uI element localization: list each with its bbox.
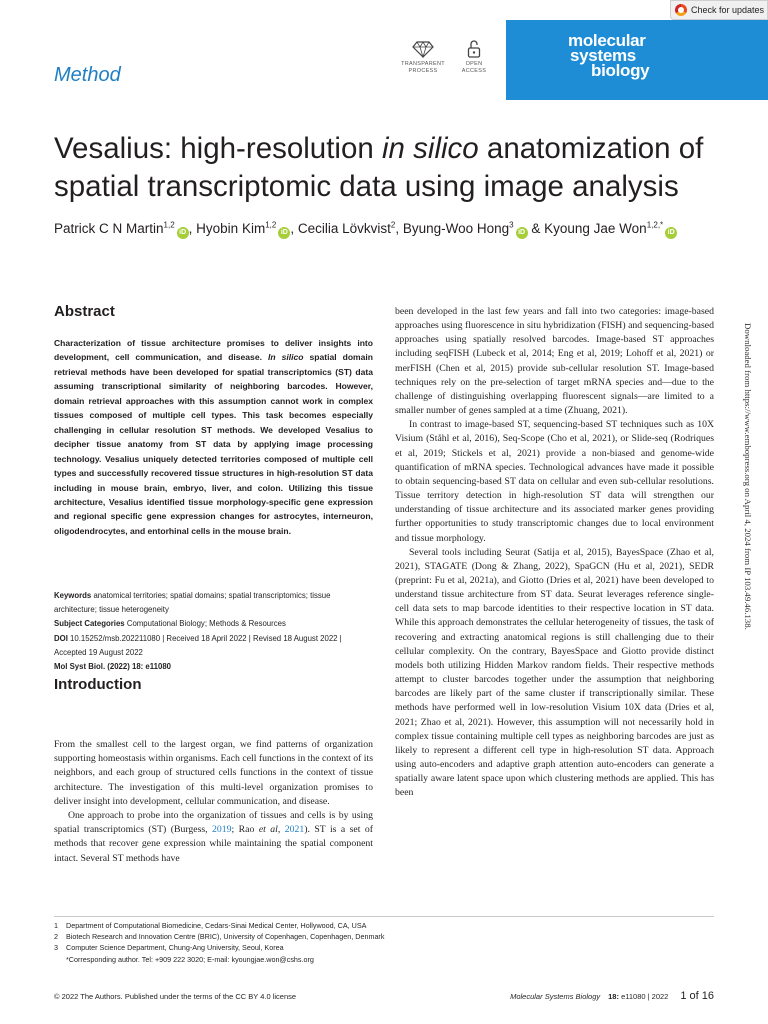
- intro-p2-part-d: ). ST is a set of methods that recover gene expression while maintaining the spatial component intact. Several ST methods have: [54, 824, 373, 864]
- footnote-number: 2: [54, 932, 58, 942]
- page-footer: [510, 990, 714, 1002]
- affiliation-footnotes: [54, 920, 714, 965]
- abstract-part-1: Characterization of tissue architecture promises to deliver insights into development, cell communication, and disease.: [54, 338, 373, 363]
- title-part-2: anatomization of spatial transcriptomic data using image analysis: [54, 132, 704, 203]
- citation-link[interactable]: 2019: [212, 824, 232, 836]
- subject-label: Subject Categories: [54, 619, 125, 629]
- journal-logo: [568, 33, 649, 78]
- article-number: e11080 | 2022: [621, 992, 669, 1001]
- author-affiliation-marker: 1,2: [163, 220, 175, 230]
- intro-p2-part-c: ,: [277, 824, 285, 836]
- footnote-2: [54, 931, 714, 942]
- citation-link[interactable]: 2021: [284, 824, 305, 836]
- author-separator: ,: [188, 221, 197, 236]
- col2-paragraph-1: been developed in the last few years and fall into two categories: image-based approaches using fluorescence in situ hybridization (FISH) and sequencing-based approaches using spatially resolved barcodes. Image-based ST approaches including seqFISH (Lubeck et al, 2014; Eng et al, 2019; Lohoff et al, 2021) or merFISH (Chen et al, 2015) provide sub-cellular resolution ST. Image-based techniques rely on the pre-selection of target mRNA species and—due to the challenge of distinguishing overlapping fluorescent signals—are limited to a smaller number of genes sampled at a time (Zhuang, 2021).: [395, 306, 714, 417]
- subject-line: [54, 617, 373, 631]
- footnote-number: 3: [54, 943, 58, 953]
- author-list: [54, 217, 694, 240]
- doi-value[interactable]: 10.15252/msb.202211080 | Received 18 April 2022 | Revised 18 August 2022 | Accepted 19 August 2022: [54, 633, 342, 657]
- intro-p2-etal: et al: [258, 824, 278, 836]
- orcid-icon[interactable]: iD: [177, 227, 189, 239]
- keywords-line: [54, 589, 373, 617]
- footnote-text: Computer Science Department, Chung-Ang University, Seoul, Korea: [66, 943, 284, 953]
- volume-number: 18:: [608, 992, 619, 1001]
- footnote-3: [54, 942, 714, 953]
- subject-value: Computational Biology; Methods & Resources: [126, 619, 286, 629]
- diamond-icon: [412, 40, 434, 58]
- abstract-heading: Abstract: [54, 303, 115, 320]
- abstract-part-2: spatial domain retrieval methods have been developed for spatial transcriptomics (ST) data assuming transcriptional similarity of neighboring barcodes. However, domain retrieval approaches with this assumption cannot work in complex tissues composed of multiple cell types. This task becomes especially challenging in cellular resolution ST methods. We developed Vesalius to decipher tissue anatomy from ST data by applying image processing technology. Vesalius uniquely detected territories composed of multiple cell types and successfully recovered tissue structures in high-resolution ST data including in mouse brain, embryo, liver, and colon. Utilizing this tissue architecture, Vesalius identified tissue morphology-specific gene expression and regional specific gene expression changes for astrocytes, interneuron, oligodendrocytes, and entorhinal cells in the mouse brain.: [54, 352, 374, 536]
- brand-line-molecular: molecular: [568, 31, 646, 50]
- author-affiliation-marker: 1,2: [265, 220, 277, 230]
- author-separator: ,: [395, 221, 403, 236]
- download-note-text: Downloaded from https://www.embopress.org on April 4, 2024 from IP 103.49.46.138.: [743, 323, 753, 630]
- article-title: [54, 130, 714, 206]
- article-metadata: [54, 589, 373, 674]
- author-name[interactable]: Byung-Woo Hong: [402, 221, 510, 236]
- volume-article: [608, 992, 668, 1001]
- citation-line: [54, 660, 373, 674]
- intro-p2-part-b: ; Rao: [231, 824, 259, 836]
- right-column-text: [395, 305, 714, 800]
- author-separator: ,: [290, 221, 298, 236]
- author-name[interactable]: Cecilia Lövkvist: [297, 221, 391, 236]
- title-italic: in silico: [381, 132, 479, 165]
- open-lock-icon: [467, 40, 481, 58]
- intro-p2-part-a: One approach to probe into the organization of tissues and cells is by using spatial transcriptomics (ST) (Burgess,: [54, 810, 373, 836]
- orcid-icon[interactable]: iD: [516, 227, 528, 239]
- open-access-badge[interactable]: [444, 40, 504, 75]
- intro-paragraph-2: [54, 809, 373, 866]
- download-note: [742, 323, 754, 703]
- citation-value: Mol Syst Biol. (2022) 18: e11080: [54, 662, 172, 672]
- doi-label: DOI: [54, 633, 68, 643]
- orcid-icon[interactable]: iD: [665, 227, 677, 239]
- open-label: OPEN: [465, 61, 483, 67]
- title-part-1: Vesalius: high-resolution: [54, 132, 382, 165]
- intro-paragraph-1: From the smallest cell to the largest organ, we find patterns of organization supporting homeostasis within organisms. Each cell functions in the context of its neighbors, and each group of structured cells functions in the context of tissue architecture. The investigation of this multi-level organization promises to deliver insight into development, cellular communication, and disease.: [54, 739, 373, 807]
- footnote-text: Biotech Research and Innovation Centre (BRIC), University of Copenhagen, Copenhagen, Denmark: [66, 932, 385, 942]
- abstract-italic: In silico: [267, 352, 304, 363]
- access-label: ACCESS: [461, 68, 487, 74]
- author-affiliation-marker: 2: [390, 220, 396, 230]
- doi-line: [54, 632, 373, 660]
- col2-paragraph-2: In contrast to image-based ST, sequencing-based ST techniques such as 10X Visium (Ståhl et al, 2016), Seq-Scope (Cho et al, 2021), or Slide-seq (Rodriques et al, 2019; Stickels et al, 2021) provide a non-biased and genome-wide quantification of mRNA species. Technological advances have made it possible to obtain sequencing-based ST data on cellular and even sub-cellular resolutions. Tissue territory detection in high-resolution ST data will strengthen our understanding of tissue architecture and its associated marker genes providing further opportunities to study transcriptomic changes due to local environment and tissue morphology.: [395, 419, 714, 544]
- footnote-divider: [54, 916, 714, 917]
- check-for-updates-label: Check for updates: [691, 5, 765, 15]
- keywords-value: anatomical territories; spatial domains; spatial transcriptomics; tissue architecture; tissue heterogeneity: [54, 591, 331, 615]
- brand-line-systems: systems: [570, 46, 636, 65]
- author-name[interactable]: Kyoung Jae Won: [544, 221, 647, 236]
- introduction-text: [54, 738, 373, 866]
- introduction-heading: Introduction: [54, 676, 142, 693]
- process-label: PROCESS: [408, 68, 438, 74]
- author-separator: &: [527, 221, 545, 236]
- author-name[interactable]: Patrick C N Martin: [54, 221, 164, 236]
- author-name[interactable]: Hyobin Kim: [196, 221, 266, 236]
- transparent-label: TRANSPARENT: [401, 61, 445, 67]
- journal-brand-banner[interactable]: [506, 20, 768, 100]
- orcid-icon[interactable]: iD: [278, 227, 290, 239]
- journal-name: Molecular Systems Biology: [510, 992, 601, 1001]
- corresponding-author: *Corresponding author. Tel: +909 222 3020; E-mail: kyoungjae.won@cshs.org: [66, 954, 314, 964]
- footnote-text: Department of Computational Biomedicine, Cedars-Sinai Medical Center, Hollywood, CA, USA: [66, 921, 367, 930]
- brand-line-biology: biology: [591, 61, 650, 80]
- check-for-updates-button[interactable]: [670, 0, 768, 20]
- page-number: 1 of 16: [680, 990, 714, 1002]
- author-affiliation-marker: 1,2,*: [646, 220, 664, 230]
- footnote-number: 1: [54, 921, 58, 930]
- keywords-label: Keywords: [54, 591, 92, 600]
- article-type-label: Method: [54, 64, 121, 86]
- license-text: © 2022 The Authors. Published under the terms of the CC BY 4.0 license: [54, 992, 297, 1001]
- crossmark-icon: [675, 4, 687, 16]
- footnote-1: [54, 920, 714, 931]
- col2-paragraph-3: Several tools including Seurat (Satija et al, 2015), BayesSpace (Zhao et al, 2021), STAGATE (Dong & Zhang, 2022), SpaGCN (Hu et al, 2021), SEDR (preprint: Fu et al, 2021a), and Giotto (Dries et al, 2021) have been developed to understand tissue architecture from ST data. Seurat leverages reference single-cell data sets to map barcode identities to their respective location in ST data. While this approach demonstrates the cellular heterogeneity of tissues, the task of recovering and extracting anatomical regions is still challenging due to their cellular complexity. On the contrary, BayesSpace and Giotto provide distinct models both utilizing Hidden Markov random fields. Their respective methods attempt to cluster barcodes together under the assumption that neighboring barcodes are likely part of the same cluster if transcriptionally similar. These methods have performed well in low-resolution Visium 10X data (Dries et al, 2021; Zhao et al, 2021). However, this assumption will not necessarily hold in complex tissue containing multiple cell types as neighboring barcodes are just as likely to represent a different cell type in high-resolution ST data. Approach using auto-encoders and adaptive graph attention auto-encoders can generate a spatially aware latent space upon which clustering methods are applied. This has been: [395, 546, 714, 799]
- abstract-text: [54, 336, 373, 538]
- author-affiliation-marker: 3: [509, 220, 514, 230]
